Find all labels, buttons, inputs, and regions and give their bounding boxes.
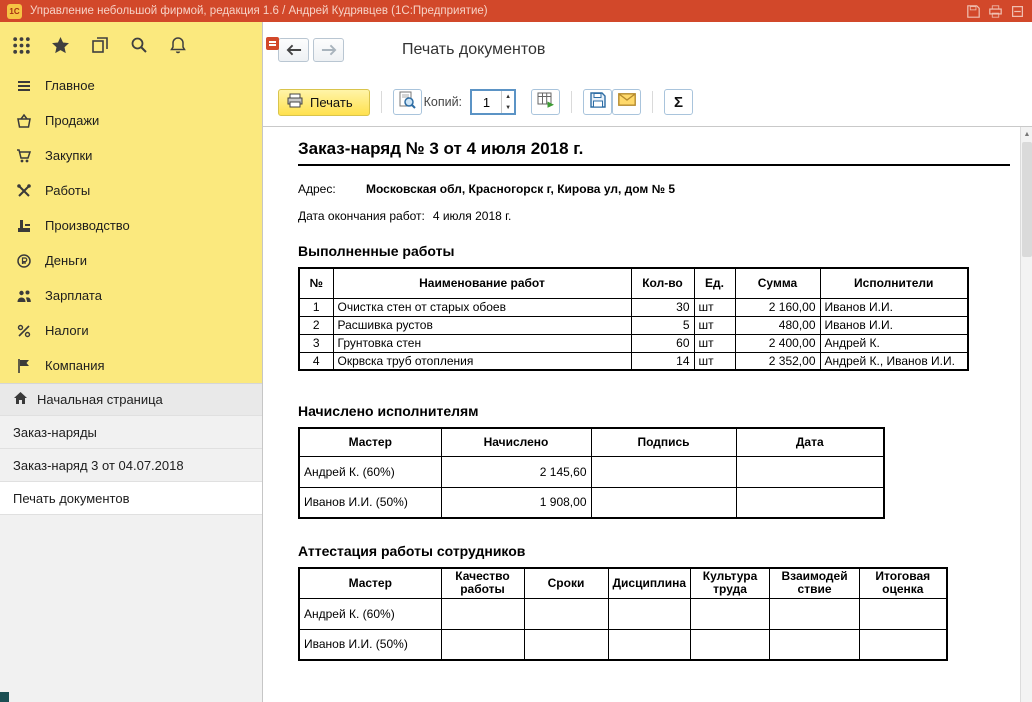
table-cell: Иванов И.И. — [820, 298, 968, 316]
table-cell: 3 — [299, 334, 333, 352]
apps-grid-icon[interactable] — [9, 33, 34, 58]
sum-button[interactable] — [664, 89, 693, 115]
column-header: Мастер — [299, 428, 441, 456]
table-row — [299, 352, 968, 370]
table-cell: Очистка стен от старых обоев — [333, 298, 631, 316]
table-cell: 2 — [299, 316, 333, 334]
table-settings-icon — [537, 92, 555, 113]
table-cell — [770, 629, 860, 660]
table-row — [299, 316, 968, 334]
table-cell — [736, 487, 884, 518]
copies-spinner — [470, 89, 516, 115]
address-value: Московская обл, Красногорск г, Кирова ул, дом № 5 — [366, 182, 676, 196]
notifications-bell-icon[interactable] — [165, 33, 190, 58]
sidebar-nav-print-docs[interactable] — [0, 482, 262, 515]
copies-spin-arrows — [501, 91, 514, 113]
accruals-table — [298, 427, 885, 519]
column-header: Кол-во — [631, 268, 694, 298]
sidebar-item-label: Главное — [45, 78, 95, 93]
column-header: Сумма — [735, 268, 820, 298]
main-header — [263, 22, 1032, 78]
table-row — [299, 629, 947, 660]
sidebar-nav-label: Заказ-наряд 3 от 04.07.2018 — [13, 457, 184, 473]
table-row — [299, 456, 884, 487]
home-icon — [13, 391, 28, 408]
table-cell: Грунтовка стен — [333, 334, 631, 352]
window-title: Управление небольшой фирмой, редакция 1.6 / Андрей Кудрявцев (1С:Предприятие) — [30, 5, 488, 17]
titlebar-menu-icon[interactable] — [1010, 4, 1025, 19]
favorites-star-icon[interactable] — [48, 33, 73, 58]
company-icon — [15, 358, 32, 374]
back-button[interactable] — [278, 38, 309, 62]
vertical-scrollbar[interactable] — [1020, 127, 1032, 702]
salary-icon — [15, 288, 32, 304]
preview-button[interactable] — [393, 89, 422, 115]
sidebar-item-label: Продажи — [45, 113, 100, 128]
table-cell: 5 — [631, 316, 694, 334]
history-nav-buttons — [278, 38, 344, 62]
sidebar-history — [0, 383, 262, 515]
table-cell: Андрей К., Иванов И.И. — [820, 352, 968, 370]
column-header: Исполнители — [820, 268, 968, 298]
sidebar-toolbar — [0, 22, 262, 68]
table-cell — [441, 629, 524, 660]
document-title: Заказ-наряд № 3 от 4 июля 2018 г. — [298, 139, 1010, 166]
forward-button[interactable] — [313, 38, 344, 62]
table-cell: шт — [694, 334, 735, 352]
works-section-title: Выполненные работы — [298, 243, 455, 259]
titlebar-icons — [966, 4, 1025, 19]
table-cell: шт — [694, 316, 735, 334]
works-icon — [15, 183, 32, 199]
table-cell: 480,00 — [735, 316, 820, 334]
sidebar-item-label: Закупки — [45, 148, 93, 163]
table-row — [299, 298, 968, 316]
column-header: Дисциплина — [608, 568, 691, 598]
table-cell — [608, 598, 691, 629]
column-header: Взаимодей ствие — [770, 568, 860, 598]
column-header: Качество работы — [441, 568, 524, 598]
copies-label: Копий: — [423, 95, 463, 109]
table-cell: шт — [694, 298, 735, 316]
column-header: № — [299, 268, 333, 298]
attestation-section-title: Аттестация работы сотрудников — [298, 543, 526, 559]
table-cell: 2 352,00 — [735, 352, 820, 370]
form-icon — [266, 37, 279, 50]
sidebar-item-label: Компания — [45, 358, 105, 373]
table-cell: 1 908,00 — [441, 487, 591, 518]
table-cell: Расшивка рустов — [333, 316, 631, 334]
sidebar-nav-order-list[interactable] — [0, 416, 262, 449]
end-date-value: 4 июля 2018 г. — [432, 209, 512, 223]
page-setup-button[interactable] — [531, 89, 560, 115]
column-header: Итоговая оценка — [860, 568, 947, 598]
table-cell: шт — [694, 352, 735, 370]
sidebar-item-prodazhi[interactable] — [0, 103, 262, 138]
table-cell — [524, 598, 608, 629]
sidebar-nav-label: Начальная страница — [37, 392, 163, 407]
titlebar-save-icon[interactable] — [966, 4, 981, 19]
screen-corner — [0, 692, 9, 702]
table-row — [299, 334, 968, 352]
column-header: Дата — [736, 428, 884, 456]
sidebar-item-zarplata[interactable] — [0, 278, 262, 313]
column-header: Мастер — [299, 568, 441, 598]
purchases-icon — [15, 148, 32, 164]
table-cell: Андрей К. (60%) — [299, 598, 441, 629]
taxes-icon — [15, 323, 32, 339]
column-header: Сроки — [524, 568, 608, 598]
table-cell: Андрей К. (60%) — [299, 456, 441, 487]
floppy-save-icon — [590, 92, 606, 113]
table-cell: 60 — [631, 334, 694, 352]
sidebar-item-dengi[interactable] — [0, 243, 262, 278]
sidebar-sections — [0, 22, 262, 383]
sidebar-nav-order-doc[interactable] — [0, 449, 262, 482]
document-area — [263, 127, 1032, 702]
table-cell — [608, 629, 691, 660]
table-cell: Андрей К. — [820, 334, 968, 352]
sidebar — [0, 22, 262, 702]
sidebar-nav-label: Печать документов — [13, 490, 130, 506]
table-cell — [524, 629, 608, 660]
table-cell — [860, 629, 947, 660]
search-icon[interactable] — [126, 33, 151, 58]
scrollbar-up-button[interactable]: ▲ — [1023, 130, 1031, 138]
sidebar-menu — [0, 68, 262, 383]
address-label: Адрес: — [298, 182, 336, 196]
envelope-icon — [618, 93, 636, 111]
table-cell — [441, 598, 524, 629]
print-preview-icon — [398, 91, 416, 114]
table-cell: 1 — [299, 298, 333, 316]
column-header: Наименование работ — [333, 268, 631, 298]
table-cell — [691, 598, 770, 629]
production-icon — [15, 218, 32, 234]
copies-spin-down[interactable]: ▼ — [505, 104, 512, 111]
table-cell: 2 160,00 — [735, 298, 820, 316]
column-header: Подпись — [591, 428, 736, 456]
print-toolbar — [263, 78, 1032, 126]
printed-document — [263, 127, 1032, 661]
table-cell: Окрвска труб отопления — [333, 352, 631, 370]
sidebar-item-label: Производство — [45, 218, 130, 233]
sidebar-item-proizvodstvo[interactable] — [0, 208, 262, 243]
table-cell — [591, 456, 736, 487]
table-cell: Иванов И.И. — [820, 316, 968, 334]
sales-icon — [15, 113, 32, 129]
table-cell: 14 — [631, 352, 694, 370]
save-button[interactable] — [583, 89, 612, 115]
print-button-label: Печать — [310, 94, 353, 110]
attestation-table — [298, 567, 948, 661]
end-date-label: Дата окончания работ: — [298, 209, 425, 223]
toolbar-separator — [652, 91, 653, 113]
column-header: Культура труда — [691, 568, 770, 598]
scrollbar-thumb[interactable] — [1022, 142, 1032, 257]
sidebar-item-kompaniya[interactable] — [0, 348, 262, 383]
table-cell — [591, 487, 736, 518]
table-row — [299, 487, 884, 518]
table-cell: 30 — [631, 298, 694, 316]
sidebar-nav-label: Заказ-наряды — [13, 424, 97, 440]
sidebar-item-glavnoe[interactable] — [0, 68, 262, 103]
page-title: Печать документов — [402, 41, 546, 58]
sidebar-item-nalogi[interactable] — [0, 313, 262, 348]
column-header: Начислено — [441, 428, 591, 456]
sidebar-item-label: Налоги — [45, 323, 89, 338]
table-row — [299, 598, 947, 629]
sidebar-item-label: Работы — [45, 183, 91, 198]
table-cell: Иванов И.И. (50%) — [299, 629, 441, 660]
works-table — [298, 267, 969, 371]
sigma-icon: Σ — [674, 93, 684, 111]
table-cell: 2 145,60 — [441, 456, 591, 487]
sidebar-item-raboty[interactable] — [0, 173, 262, 208]
sidebar-item-label: Деньги — [45, 253, 87, 268]
sidebar-nav-home[interactable] — [0, 383, 262, 416]
address-row — [298, 182, 993, 196]
table-cell — [691, 629, 770, 660]
printer-icon — [287, 93, 303, 111]
table-cell — [736, 456, 884, 487]
table-cell — [770, 598, 860, 629]
window-titlebar — [0, 0, 1032, 22]
app-logo-icon: 1С — [7, 4, 22, 19]
menu-icon — [15, 78, 32, 94]
print-button[interactable] — [278, 89, 370, 116]
sidebar-item-zakupki[interactable] — [0, 138, 262, 173]
history-icon[interactable] — [87, 33, 112, 58]
sidebar-item-label: Зарплата — [45, 288, 102, 303]
email-button[interactable] — [612, 89, 641, 115]
money-icon — [15, 253, 32, 269]
table-cell — [860, 598, 947, 629]
toolbar-separator — [381, 91, 382, 113]
copies-spin-up[interactable]: ▲ — [505, 93, 512, 100]
titlebar-print-icon[interactable] — [988, 4, 1003, 19]
main-area — [262, 22, 1032, 702]
end-date-row — [298, 209, 993, 223]
column-header: Ед. — [694, 268, 735, 298]
copies-input[interactable] — [472, 91, 501, 113]
toolbar-separator — [571, 91, 572, 113]
table-cell: 4 — [299, 352, 333, 370]
table-cell: Иванов И.И. (50%) — [299, 487, 441, 518]
accruals-section-title: Начислено исполнителям — [298, 403, 479, 419]
table-cell: 2 400,00 — [735, 334, 820, 352]
